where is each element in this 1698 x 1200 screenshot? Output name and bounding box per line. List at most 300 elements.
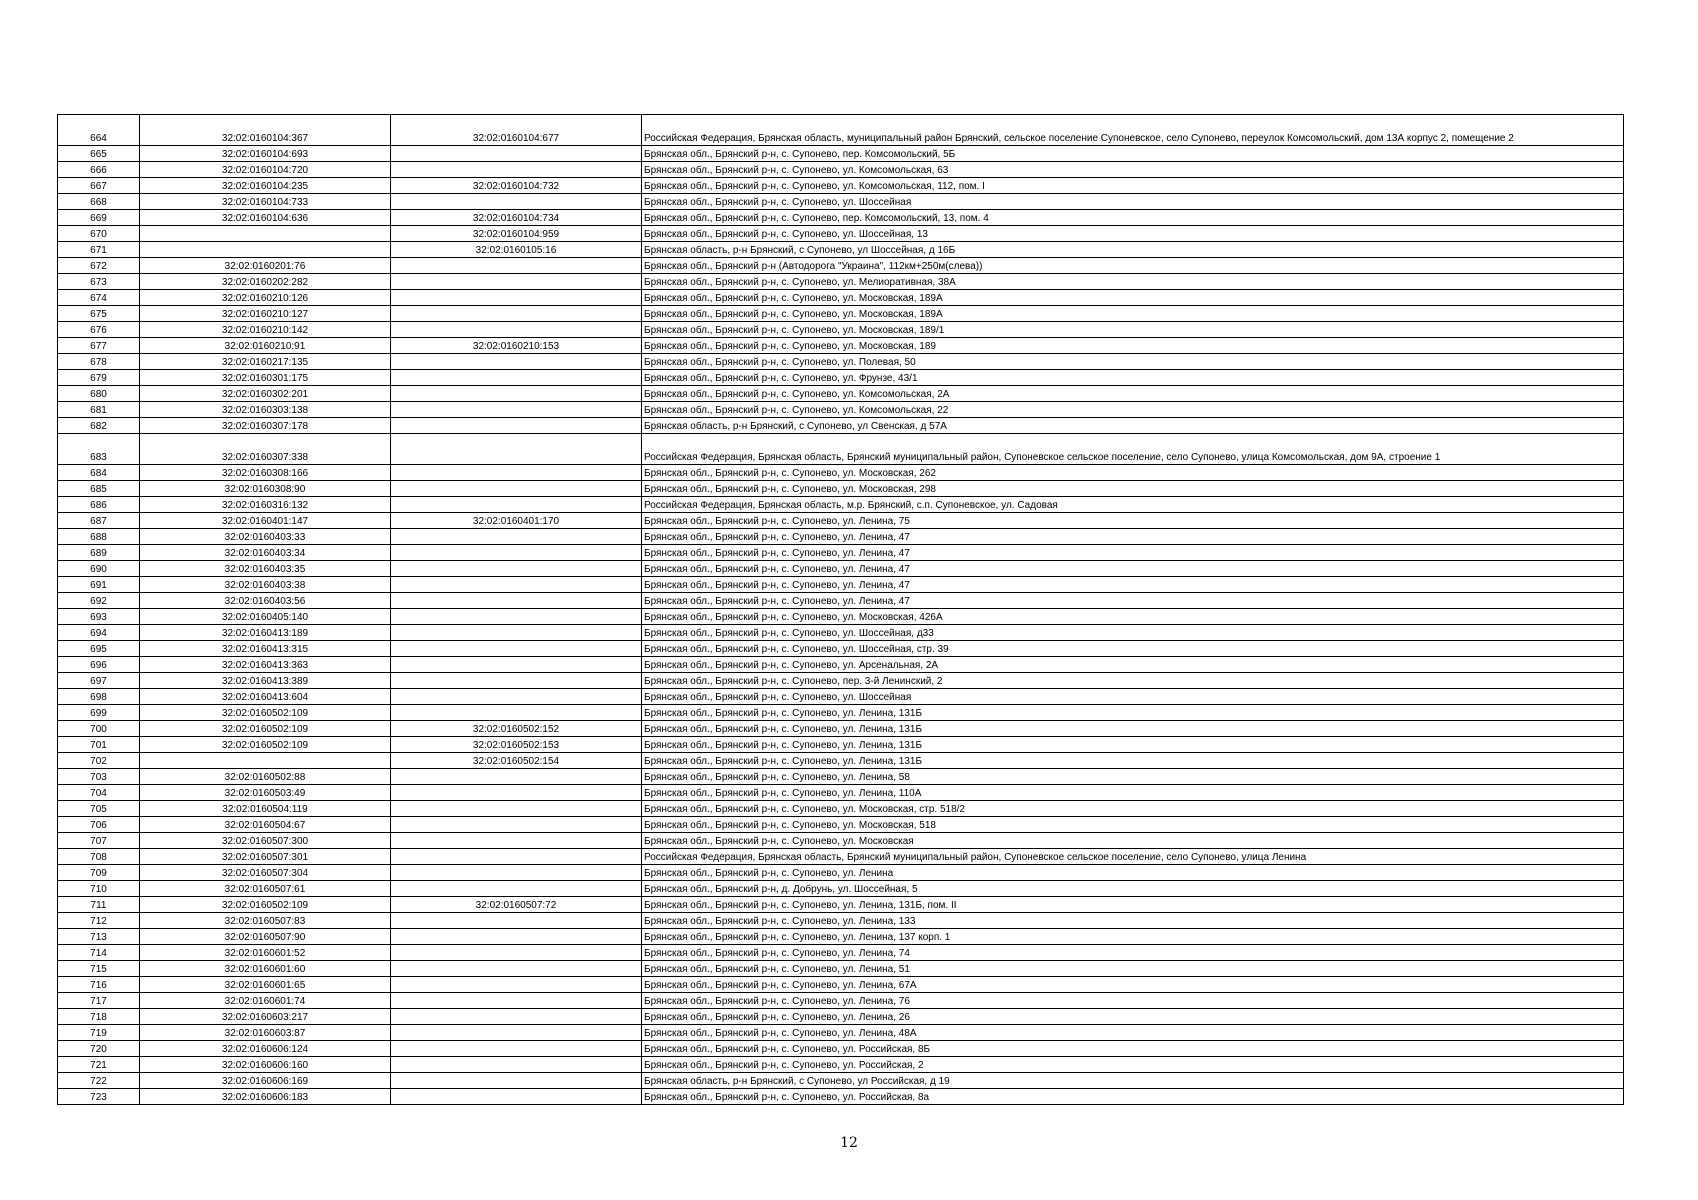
table-row [58,290,1624,306]
address-cell: Российская Федерация, Брянская область, Брянский муниципальный район, Супоневское сельское поселение, село Супонево, улица Ленина [642,849,1624,865]
address-cell: Брянская обл., Брянский р-н, с. Супонево, ул. Комсомольская, 2А [642,386,1624,402]
cadastral-number-cell: 32:02:0160413:315 [140,641,391,657]
address-cell: Брянская обл., Брянский р-н, с. Супонево, ул. Шоссейная [642,689,1624,705]
cadastral-number-cell: 32:02:0160202:282 [140,274,391,290]
row-number-cell: 686 [58,497,140,513]
table-row [58,801,1624,817]
linked-cadastral-number-cell [391,481,642,497]
address-cell: Брянская обл., Брянский р-н, с. Супонево, ул. Московская, 189А [642,306,1624,322]
linked-cadastral-number-cell [391,833,642,849]
address-cell: Брянская обл., Брянский р-н, с. Супонево, ул. Ленина, 47 [642,577,1624,593]
cadastral-number-cell: 32:02:0160210:126 [140,290,391,306]
row-number-cell: 678 [58,354,140,370]
cadastral-number-cell: 32:02:0160413:389 [140,673,391,689]
address-cell: Брянская обл., Брянский р-н, с. Супонево, ул. Ленина, 26 [642,1009,1624,1025]
linked-cadastral-number-cell: 32:02:0160104:959 [391,226,642,242]
row-number-cell: 710 [58,881,140,897]
linked-cadastral-number-cell [391,593,642,609]
row-number-cell: 684 [58,465,140,481]
address-cell: Брянская обл., Брянский р-н, с. Супонево, ул. Московская, 518 [642,817,1624,833]
table-row [58,593,1624,609]
row-number-cell: 688 [58,529,140,545]
row-number-cell: 694 [58,625,140,641]
row-number-cell: 718 [58,1009,140,1025]
cadastral-number-cell: 32:02:0160217:135 [140,354,391,370]
linked-cadastral-number-cell [391,561,642,577]
linked-cadastral-number-cell [391,689,642,705]
linked-cadastral-number-cell [391,370,642,386]
linked-cadastral-number-cell [391,705,642,721]
table-row [58,833,1624,849]
row-number-cell: 720 [58,1041,140,1057]
linked-cadastral-number-cell: 32:02:0160507:72 [391,897,642,913]
linked-cadastral-number-cell: 32:02:0160401:170 [391,513,642,529]
address-cell: Брянская обл., Брянский р-н, с. Супонево, ул. Ленина, 47 [642,593,1624,609]
row-number-cell: 674 [58,290,140,306]
linked-cadastral-number-cell: 32:02:0160104:677 [391,115,642,146]
address-cell: Российская Федерация, Брянская область, муниципальный район Брянский, сельское поселение Супоневское, село Супонево, переулок Комсомольский, дом 13А корпус 2, помещение 2 [642,115,1624,146]
table-row [58,258,1624,274]
row-number-cell: 689 [58,545,140,561]
linked-cadastral-number-cell [391,1073,642,1089]
table-row [58,1057,1624,1073]
address-cell: Брянская обл., Брянский р-н, с. Супонево, ул. Ленина, 67А [642,977,1624,993]
cadastral-number-cell: 32:02:0160104:720 [140,162,391,178]
cadastral-number-cell: 32:02:0160308:166 [140,465,391,481]
table-row [58,402,1624,418]
table-row [58,929,1624,945]
table-row [58,434,1624,465]
linked-cadastral-number-cell [391,625,642,641]
address-cell: Брянская обл., Брянский р-н, с. Супонево, ул. Шоссейная, д33 [642,625,1624,641]
table-row [58,977,1624,993]
row-number-cell: 714 [58,945,140,961]
cadastral-number-cell: 32:02:0160303:138 [140,402,391,418]
cadastral-number-cell: 32:02:0160405:140 [140,609,391,625]
linked-cadastral-number-cell [391,801,642,817]
row-number-cell: 715 [58,961,140,977]
row-number-cell: 696 [58,657,140,673]
address-cell: Брянская обл., Брянский р-н, с. Супонево, ул. Ленина, 131Б [642,705,1624,721]
cadastral-number-cell: 32:02:0160502:109 [140,737,391,753]
row-number-cell: 692 [58,593,140,609]
table-row [58,354,1624,370]
row-number-cell: 706 [58,817,140,833]
table-row [58,817,1624,833]
address-cell: Брянская обл., Брянский р-н, с. Супонево, ул. Московская, 189 [642,338,1624,354]
linked-cadastral-number-cell [391,993,642,1009]
address-cell: Брянская обл., Брянский р-н, с. Супонево, ул. Мелиоративная, 38А [642,274,1624,290]
row-number-cell: 682 [58,418,140,434]
row-number-cell: 721 [58,1057,140,1073]
linked-cadastral-number-cell [391,274,642,290]
linked-cadastral-number-cell [391,817,642,833]
address-cell: Брянская обл., Брянский р-н, с. Супонево, ул. Комсомольская, 63 [642,162,1624,178]
linked-cadastral-number-cell [391,497,642,513]
cadastral-number-cell: 32:02:0160210:127 [140,306,391,322]
table-row [58,465,1624,481]
address-cell: Российская Федерация, Брянская область, Брянский муниципальный район, Супоневское сельское поселение, село Супонево, улица Комсомольская, дом 9А, строение 1 [642,434,1624,465]
table-row [58,609,1624,625]
cadastral-number-cell: 32:02:0160403:35 [140,561,391,577]
linked-cadastral-number-cell [391,434,642,465]
address-cell: Брянская обл., Брянский р-н, с. Супонево, ул. Ленина, 137 корп. 1 [642,929,1624,945]
cadastral-number-cell: 32:02:0160210:142 [140,322,391,338]
table-row [58,497,1624,513]
linked-cadastral-number-cell [391,881,642,897]
address-cell: Брянская обл., Брянский р-н, с. Супонево, ул. Московская, 189/1 [642,322,1624,338]
address-cell: Брянская обл., Брянский р-н, с. Супонево, пер. Комсомольский, 13, пом. 4 [642,210,1624,226]
cadastral-number-cell: 32:02:0160403:38 [140,577,391,593]
address-cell: Брянская обл., Брянский р-н, с. Супонево, пер. 3-й Ленинский, 2 [642,673,1624,689]
cadastral-number-cell: 32:02:0160601:52 [140,945,391,961]
table-row [58,785,1624,801]
cadastral-number-cell: 32:02:0160504:67 [140,817,391,833]
table-row [58,545,1624,561]
table-row [58,513,1624,529]
linked-cadastral-number-cell: 32:02:0160104:734 [391,210,642,226]
cadastral-number-cell: 32:02:0160301:175 [140,370,391,386]
table-row [58,657,1624,673]
linked-cadastral-number-cell [391,1009,642,1025]
linked-cadastral-number-cell [391,529,642,545]
cadastral-number-cell: 32:02:0160413:604 [140,689,391,705]
linked-cadastral-number-cell [391,402,642,418]
linked-cadastral-number-cell: 32:02:0160104:732 [391,178,642,194]
row-number-cell: 705 [58,801,140,817]
table-row [58,226,1624,242]
cadastral-number-cell: 32:02:0160606:124 [140,1041,391,1057]
row-number-cell: 713 [58,929,140,945]
address-cell: Брянская область, р-н Брянский, с Супонево, ул Шоссейная, д 16Б [642,242,1624,258]
cadastral-number-cell: 32:02:0160507:304 [140,865,391,881]
table-row [58,115,1624,146]
cadastral-number-cell: 32:02:0160601:74 [140,993,391,1009]
cadastral-number-cell: 32:02:0160507:301 [140,849,391,865]
row-number-cell: 698 [58,689,140,705]
address-cell: Российская Федерация, Брянская область, м.р. Брянский, с.п. Супоневское, ул. Садовая [642,497,1624,513]
row-number-cell: 670 [58,226,140,242]
address-cell: Брянская обл., Брянский р-н, с. Супонево, ул. Ленина, 51 [642,961,1624,977]
row-number-cell: 681 [58,402,140,418]
cadastral-number-cell [140,753,391,769]
table-row [58,1025,1624,1041]
address-cell: Брянская обл., Брянский р-н, с. Супонево, ул. Ленина, 47 [642,561,1624,577]
row-number-cell: 680 [58,386,140,402]
row-number-cell: 691 [58,577,140,593]
linked-cadastral-number-cell [391,977,642,993]
linked-cadastral-number-cell [391,673,642,689]
cadastral-number-cell: 32:02:0160104:693 [140,146,391,162]
cadastral-number-cell: 32:02:0160104:733 [140,194,391,210]
cadastral-number-cell: 32:02:0160104:636 [140,210,391,226]
row-number-cell: 687 [58,513,140,529]
address-cell: Брянская обл., Брянский р-н, с. Супонево, пер. Комсомольский, 5Б [642,146,1624,162]
cadastral-number-cell: 32:02:0160502:109 [140,721,391,737]
cadastral-number-cell [140,226,391,242]
cadastral-number-cell: 32:02:0160302:201 [140,386,391,402]
row-number-cell: 723 [58,1089,140,1105]
address-cell: Брянская обл., Брянский р-н, с. Супонево, ул. Ленина, 131Б [642,721,1624,737]
table-row [58,705,1624,721]
cadastral-number-cell: 32:02:0160104:367 [140,115,391,146]
table-row [58,386,1624,402]
address-cell: Брянская обл., Брянский р-н, с. Супонево, ул. Российская, 8а [642,1089,1624,1105]
address-cell: Брянская обл., Брянский р-н, с. Супонево, ул. Московская, стр. 518/2 [642,801,1624,817]
row-number-cell: 685 [58,481,140,497]
row-number-cell: 683 [58,434,140,465]
row-number-cell: 666 [58,162,140,178]
address-cell: Брянская обл., Брянский р-н, с. Супонево, ул. Шоссейная [642,194,1624,210]
cadastral-number-cell: 32:02:0160603:87 [140,1025,391,1041]
table-row [58,625,1624,641]
address-cell: Брянская обл., Брянский р-н, с. Супонево, ул. Ленина, 131Б [642,753,1624,769]
cadastral-number-cell: 32:02:0160316:132 [140,497,391,513]
address-cell: Брянская обл., Брянский р-н, с. Супонево, ул. Ленина, 48А [642,1025,1624,1041]
linked-cadastral-number-cell: 32:02:0160502:154 [391,753,642,769]
table-row [58,689,1624,705]
row-number-cell: 712 [58,913,140,929]
cadastral-number-cell: 32:02:0160507:90 [140,929,391,945]
cadastral-number-cell: 32:02:0160606:160 [140,1057,391,1073]
linked-cadastral-number-cell [391,290,642,306]
address-cell: Брянская обл., Брянский р-н, с. Супонево, ул. Шоссейная, стр. 39 [642,641,1624,657]
linked-cadastral-number-cell: 32:02:0160210:153 [391,338,642,354]
cadastral-number-cell: 32:02:0160403:33 [140,529,391,545]
table-row [58,274,1624,290]
row-number-cell: 702 [58,753,140,769]
row-number-cell: 672 [58,258,140,274]
row-number-cell: 709 [58,865,140,881]
table-row [58,370,1624,386]
cadastral-number-cell: 32:02:0160601:65 [140,977,391,993]
address-cell: Брянская обл., Брянский р-н, с. Супонево, ул. Полевая, 50 [642,354,1624,370]
row-number-cell: 697 [58,673,140,689]
cadastral-number-cell: 32:02:0160210:91 [140,338,391,354]
row-number-cell: 693 [58,609,140,625]
cadastral-number-cell: 32:02:0160307:178 [140,418,391,434]
linked-cadastral-number-cell [391,386,642,402]
table-row [58,242,1624,258]
linked-cadastral-number-cell [391,1057,642,1073]
row-number-cell: 669 [58,210,140,226]
table-row [58,1073,1624,1089]
address-cell: Брянская обл., Брянский р-н, с. Супонево, ул. Комсомольская, 22 [642,402,1624,418]
row-number-cell: 700 [58,721,140,737]
address-cell: Брянская обл., Брянский р-н, с. Супонево, ул. Ленина, 133 [642,913,1624,929]
table-row [58,849,1624,865]
linked-cadastral-number-cell [391,961,642,977]
page-number: 12 [840,1135,858,1151]
cadastral-number-cell: 32:02:0160603:217 [140,1009,391,1025]
table-row [58,529,1624,545]
linked-cadastral-number-cell [391,306,642,322]
table-row [58,146,1624,162]
row-number-cell: 690 [58,561,140,577]
address-cell: Брянская обл., Брянский р-н, с. Супонево, ул. Ленина, 58 [642,769,1624,785]
linked-cadastral-number-cell [391,465,642,481]
address-cell: Брянская обл., Брянский р-н, д. Добрунь, ул. Шоссейная, 5 [642,881,1624,897]
table-row [58,178,1624,194]
linked-cadastral-number-cell [391,865,642,881]
row-number-cell: 719 [58,1025,140,1041]
linked-cadastral-number-cell [391,769,642,785]
table-row [58,210,1624,226]
address-cell: Брянская обл., Брянский р-н, с. Супонево, ул. Шоссейная, 13 [642,226,1624,242]
address-cell: Брянская обл., Брянский р-н, с. Супонево, ул. Ленина, 47 [642,529,1624,545]
row-number-cell: 717 [58,993,140,1009]
linked-cadastral-number-cell [391,162,642,178]
address-cell: Брянская обл., Брянский р-н, с. Супонево, ул. Московская, 262 [642,465,1624,481]
cadastral-number-cell: 32:02:0160403:56 [140,593,391,609]
table-row [58,306,1624,322]
address-cell: Брянская обл., Брянский р-н, с. Супонево, ул. Арсенальная, 2А [642,657,1624,673]
table-row [58,753,1624,769]
cadastral-number-cell: 32:02:0160606:169 [140,1073,391,1089]
property-register-table [57,114,1624,1105]
table-row [58,561,1624,577]
cadastral-number-cell: 32:02:0160502:109 [140,705,391,721]
cadastral-number-cell: 32:02:0160201:76 [140,258,391,274]
address-cell: Брянская обл., Брянский р-н, с. Супонево, ул. Российская, 2 [642,1057,1624,1073]
table-row [58,673,1624,689]
linked-cadastral-number-cell [391,322,642,338]
row-number-cell: 676 [58,322,140,338]
row-number-cell: 711 [58,897,140,913]
row-number-cell: 664 [58,115,140,146]
table-row [58,913,1624,929]
address-cell: Брянская обл., Брянский р-н, с. Супонево, ул. Российская, 8Б [642,1041,1624,1057]
table-row [58,481,1624,497]
linked-cadastral-number-cell [391,258,642,274]
cadastral-number-cell: 32:02:0160502:88 [140,769,391,785]
table-row [58,945,1624,961]
row-number-cell: 722 [58,1073,140,1089]
linked-cadastral-number-cell [391,849,642,865]
linked-cadastral-number-cell: 32:02:0160502:152 [391,721,642,737]
cadastral-number-cell: 32:02:0160601:60 [140,961,391,977]
linked-cadastral-number-cell [391,641,642,657]
cadastral-number-cell: 32:02:0160507:61 [140,881,391,897]
linked-cadastral-number-cell [391,577,642,593]
linked-cadastral-number-cell [391,1041,642,1057]
table-row [58,418,1624,434]
cadastral-number-cell: 32:02:0160401:147 [140,513,391,529]
row-number-cell: 716 [58,977,140,993]
cadastral-number-cell: 32:02:0160606:183 [140,1089,391,1105]
row-number-cell: 704 [58,785,140,801]
address-cell: Брянская область, р-н Брянский, с Супонево, ул Свенская, д 57А [642,418,1624,434]
row-number-cell: 671 [58,242,140,258]
table-row [58,194,1624,210]
linked-cadastral-number-cell [391,609,642,625]
table-row [58,769,1624,785]
address-cell: Брянская обл., Брянский р-н, с. Супонево, ул. Ленина, 75 [642,513,1624,529]
row-number-cell: 668 [58,194,140,210]
address-cell: Брянская обл., Брянский р-н, с. Супонево, ул. Ленина, 131Б, пом. II [642,897,1624,913]
row-number-cell: 675 [58,306,140,322]
address-cell: Брянская обл., Брянский р-н, с. Супонево, ул. Московская, 189А [642,290,1624,306]
cadastral-number-cell: 32:02:0160502:109 [140,897,391,913]
address-cell: Брянская обл., Брянский р-н, с. Супонево, ул. Ленина, 76 [642,993,1624,1009]
row-number-cell: 703 [58,769,140,785]
table-row [58,322,1624,338]
address-cell: Брянская обл., Брянский р-н, с. Супонево, ул. Комсомольская, 112, пом. I [642,178,1624,194]
linked-cadastral-number-cell [391,945,642,961]
row-number-cell: 701 [58,737,140,753]
row-number-cell: 707 [58,833,140,849]
table-row [58,897,1624,913]
row-number-cell: 679 [58,370,140,386]
cadastral-number-cell: 32:02:0160413:189 [140,625,391,641]
table-row [58,577,1624,593]
address-cell: Брянская обл., Брянский р-н, с. Супонево, ул. Московская, 426А [642,609,1624,625]
cadastral-number-cell: 32:02:0160104:235 [140,178,391,194]
linked-cadastral-number-cell [391,657,642,673]
linked-cadastral-number-cell [391,354,642,370]
cadastral-number-cell: 32:02:0160504:119 [140,801,391,817]
row-number-cell: 677 [58,338,140,354]
table-row [58,961,1624,977]
table-row [58,865,1624,881]
linked-cadastral-number-cell [391,146,642,162]
row-number-cell: 665 [58,146,140,162]
row-number-cell: 695 [58,641,140,657]
address-cell: Брянская обл., Брянский р-н, с. Супонево, ул. Фрунзе, 43/1 [642,370,1624,386]
address-cell: Брянская обл., Брянский р-н, с. Супонево, ул. Ленина, 74 [642,945,1624,961]
row-number-cell: 673 [58,274,140,290]
cadastral-number-cell: 32:02:0160507:300 [140,833,391,849]
table-row [58,993,1624,1009]
address-cell: Брянская обл., Брянский р-н, с. Супонево, ул. Ленина, 110А [642,785,1624,801]
linked-cadastral-number-cell: 32:02:0160105:16 [391,242,642,258]
cadastral-number-cell [140,242,391,258]
table-body [58,115,1624,1105]
address-cell: Брянская обл., Брянский р-н, с. Супонево, ул. Московская, 298 [642,481,1624,497]
linked-cadastral-number-cell [391,785,642,801]
cadastral-number-cell: 32:02:0160503:49 [140,785,391,801]
address-cell: Брянская обл., Брянский р-н, с. Супонево, ул. Ленина [642,865,1624,881]
address-cell: Брянская область, р-н Брянский, с Супонево, ул Российская, д 19 [642,1073,1624,1089]
address-cell: Брянская обл., Брянский р-н (Автодорога "Украина", 112км+250м(слева)) [642,258,1624,274]
table-row [58,162,1624,178]
cadastral-number-cell: 32:02:0160413:363 [140,657,391,673]
row-number-cell: 667 [58,178,140,194]
table-row [58,641,1624,657]
table-row [58,1089,1624,1105]
address-cell: Брянская обл., Брянский р-н, с. Супонево, ул. Московская [642,833,1624,849]
table-row [58,1009,1624,1025]
table-row [58,737,1624,753]
linked-cadastral-number-cell [391,1025,642,1041]
linked-cadastral-number-cell [391,929,642,945]
linked-cadastral-number-cell: 32:02:0160502:153 [391,737,642,753]
cadastral-number-cell: 32:02:0160507:83 [140,913,391,929]
linked-cadastral-number-cell [391,545,642,561]
table-row [58,338,1624,354]
row-number-cell: 708 [58,849,140,865]
linked-cadastral-number-cell [391,913,642,929]
address-cell: Брянская обл., Брянский р-н, с. Супонево, ул. Ленина, 131Б [642,737,1624,753]
cadastral-number-cell: 32:02:0160403:34 [140,545,391,561]
cadastral-number-cell: 32:02:0160308:90 [140,481,391,497]
address-cell: Брянская обл., Брянский р-н, с. Супонево, ул. Ленина, 47 [642,545,1624,561]
linked-cadastral-number-cell [391,194,642,210]
table-row [58,881,1624,897]
table-row [58,1041,1624,1057]
linked-cadastral-number-cell [391,1089,642,1105]
row-number-cell: 699 [58,705,140,721]
